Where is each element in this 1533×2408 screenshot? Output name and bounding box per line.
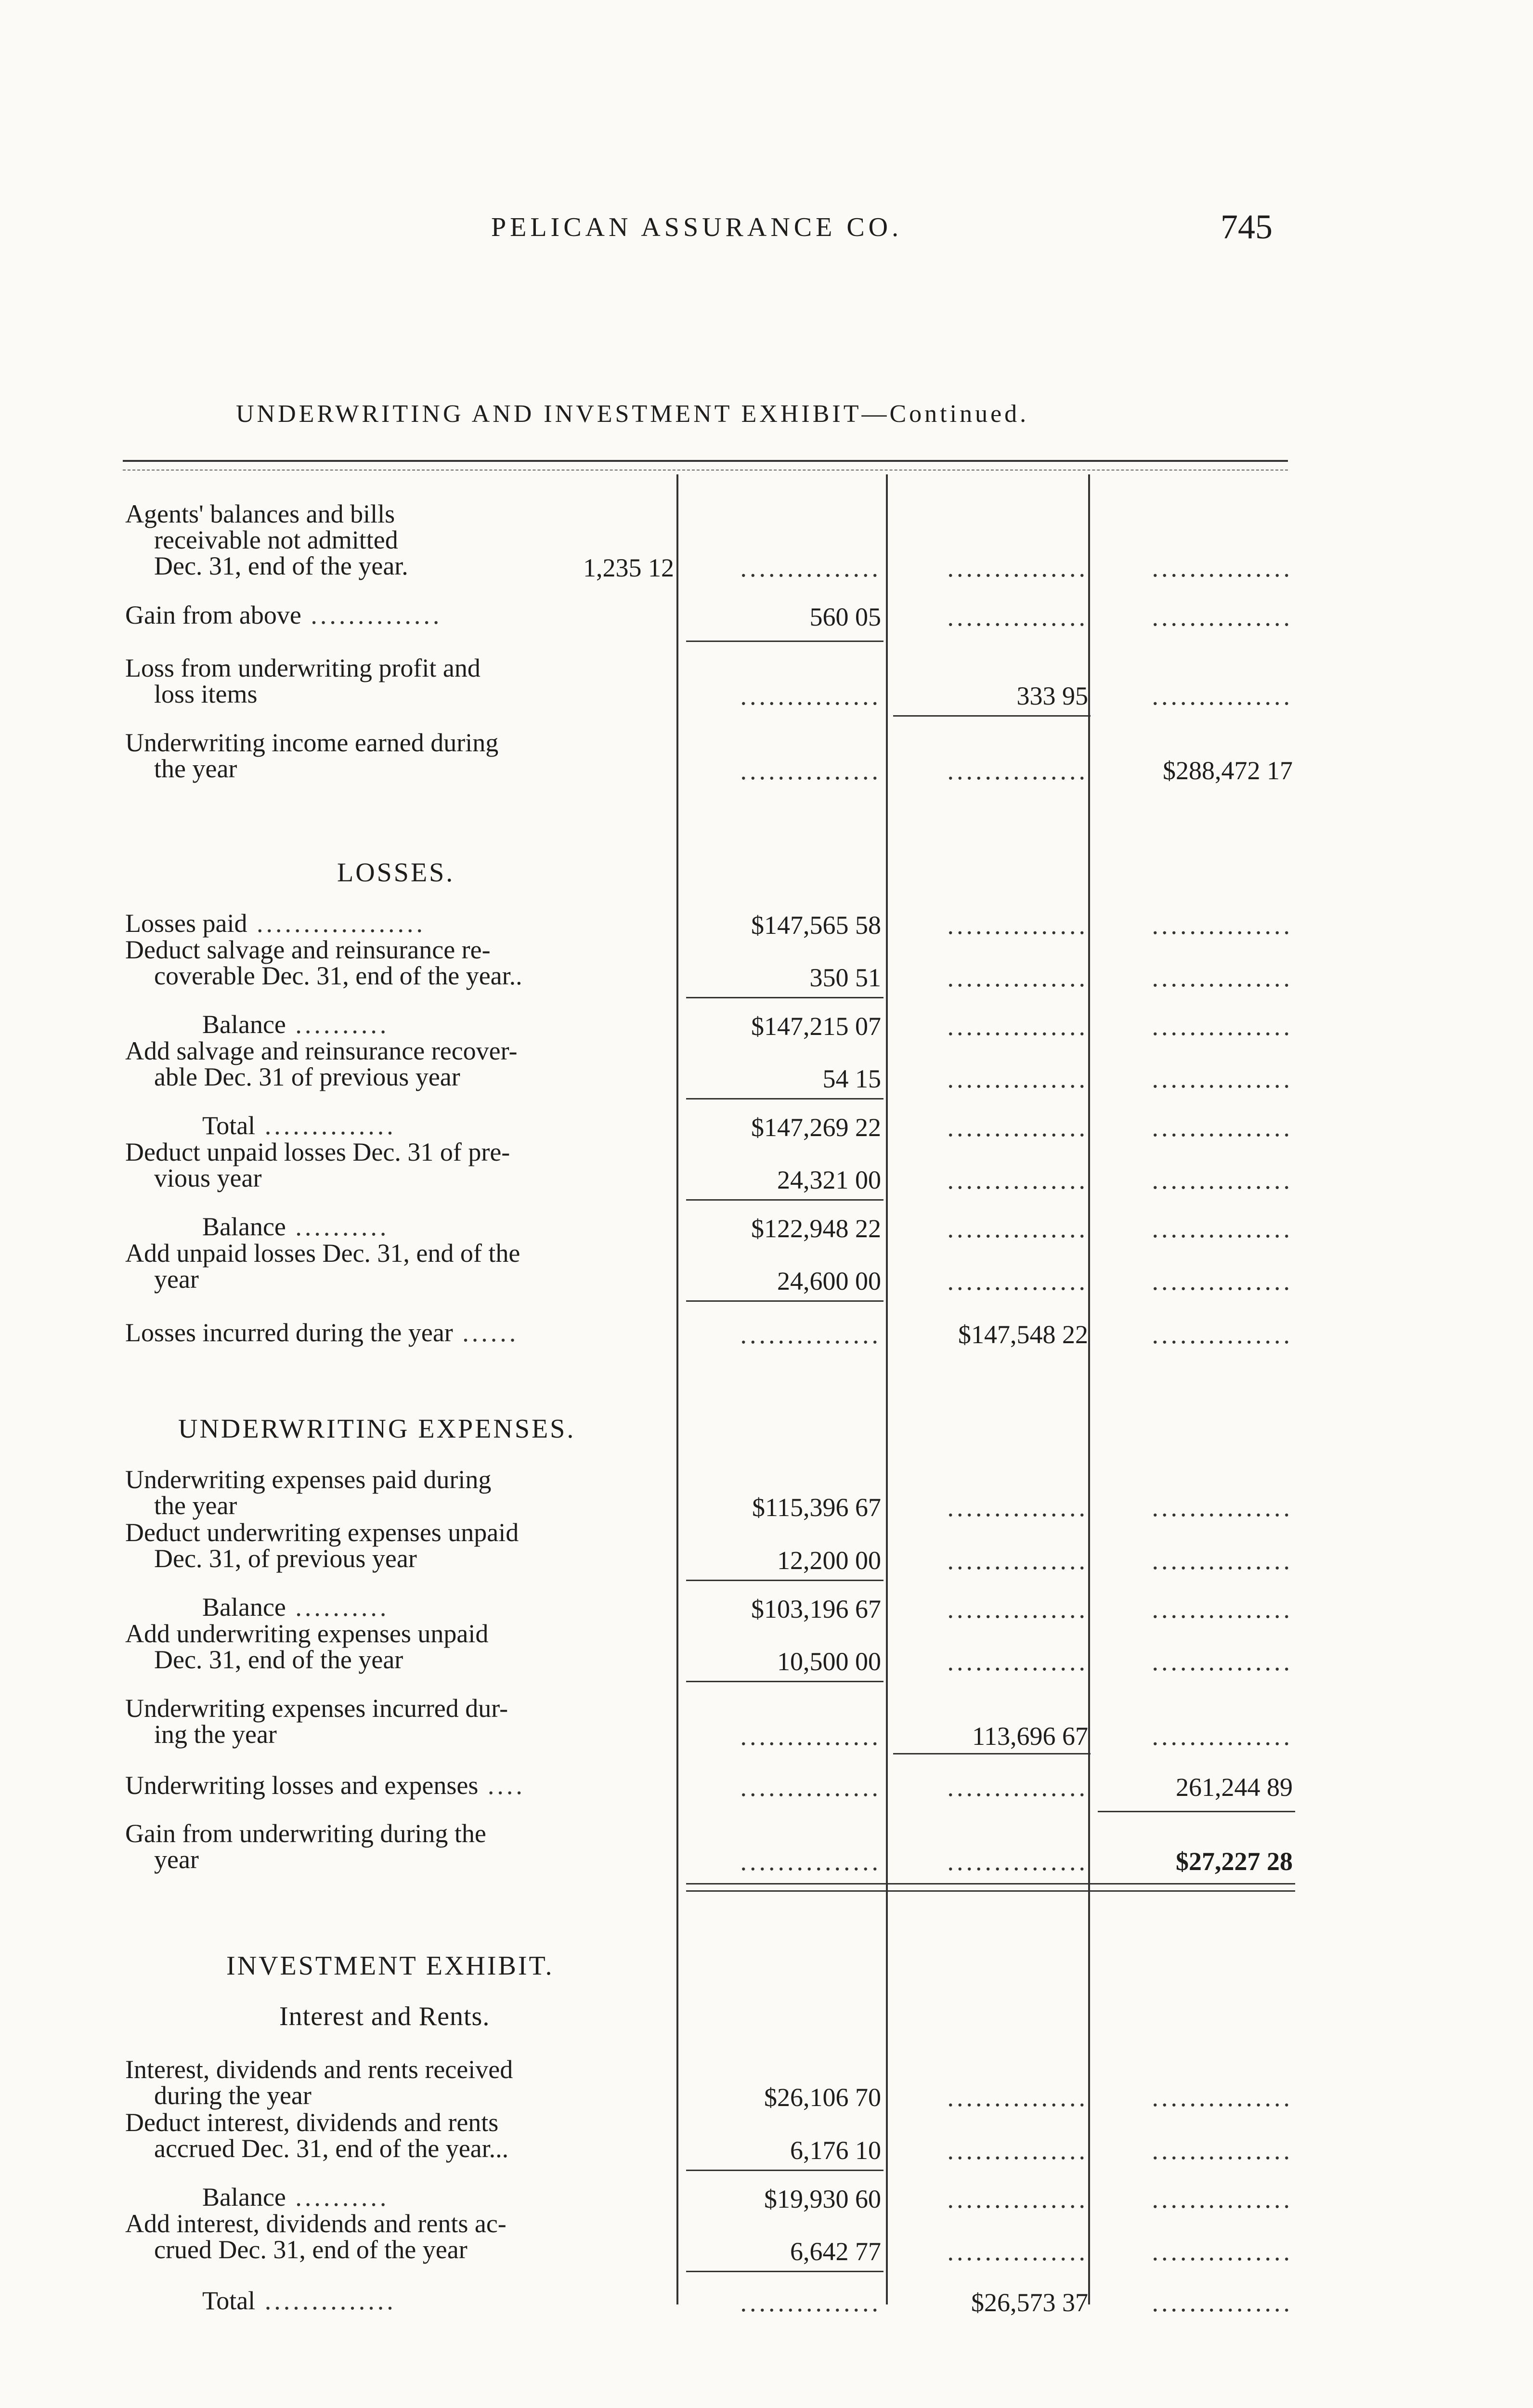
- double-rule: [686, 1883, 1295, 1892]
- page-number: 745: [1221, 208, 1273, 246]
- section-heading: LOSSES.: [337, 858, 455, 888]
- amount-cell: 113,696 67: [972, 1722, 1088, 1751]
- amount-cell: $27,227 28: [1176, 1847, 1293, 1876]
- amount-cell: $26,573 37: [971, 2288, 1088, 2317]
- section-heading: INVESTMENT EXHIBIT.: [226, 1951, 554, 1981]
- column-divider: [886, 474, 888, 2304]
- row-label: Total: [202, 1111, 256, 1140]
- row-label: Loss from underwriting profit and: [125, 654, 481, 682]
- row-label-cont: vious year: [154, 1164, 262, 1192]
- amount-cell: 6,176 10: [790, 2136, 881, 2165]
- amount-cell: 12,200 00: [777, 1546, 881, 1575]
- amount-cell: $288,472 17: [1163, 756, 1293, 785]
- leader-dots: ...............: [947, 553, 1088, 582]
- row-label-cont: accrued Dec. 31, end of the year...: [154, 2134, 509, 2163]
- row-label: Deduct salvage and reinsurance re-: [125, 935, 491, 964]
- row-label-cont: crued Dec. 31, end of the year: [154, 2235, 468, 2264]
- row-label: Underwriting losses and expenses: [125, 1771, 479, 1800]
- row-label-cont: Dec. 31, end of the year: [154, 1645, 403, 1674]
- amount-cell: $147,269 22: [751, 1113, 881, 1142]
- row-label: Balance: [202, 1212, 286, 1241]
- amount-cell: 24,321 00: [777, 1165, 881, 1194]
- amount-cell: $147,215 07: [751, 1012, 881, 1041]
- row-label-cont: year: [154, 1265, 199, 1294]
- top-rule: [123, 460, 1288, 462]
- amount-cell: $147,565 58: [751, 911, 881, 940]
- row-label-cont: loss items: [154, 680, 258, 708]
- row-label: Add salvage and reinsurance recover-: [125, 1036, 518, 1065]
- row-label: Gain from above: [125, 601, 301, 629]
- amount-cell: $147,548 22: [958, 1320, 1088, 1349]
- amount-cell: 54 15: [822, 1064, 881, 1093]
- row-label: Deduct interest, dividends and rents: [125, 2108, 499, 2137]
- row-label: Losses incurred during the year: [125, 1318, 453, 1347]
- amount-cell: 24,600 00: [777, 1267, 881, 1296]
- row-label: Gain from underwriting during the: [125, 1819, 486, 1848]
- inline-amount: 1,235 12: [583, 553, 674, 582]
- document-page: PELICAN ASSURANCE CO. 745 UNDERWRITING AND INVESTMENT EXHIBIT—Continued. Agents' balances and bills receivable not admitted Dec. 31, end of the year. 1,235 12 ............... ............... ............... Gain from above .............. 560 05 ............... ............... Loss from underwriting profit and loss items ............... 333 95 ............... Underwriting income earned during the year ............... ............... $288,472 17 LOSSES. Losses paid .................. $147,565 58 ............... ............... Deduct salvage and reinsurance re- coverable Dec. 31, end of the year.. 350 51 ............... ............... Balance .......... $147,215 07 ............... ............... Add salvage and reinsurance recover- able Dec. 31 of previous year 54 15 ............... ............... Total .............. $147,269 22 ............... ............... Deduct unpaid losses Dec. 31 of pre- vious year 24,321 00 ............... ............... Balance .......... $122,948 22 ............... ............... Add unpaid losses Dec. 31, end of the year 24,600 00 ............... ............... Losses incurred during the year ...... ............... $147,548 22 ............... UNDERWRITING EXPENSES. Underwriting expenses paid during the year $115,396 67 ............... ............... Deduct underwriting expenses unpaid Dec. 31, of previous year 12,200 00 ............... ............... Balance .......... $103,196 67 ............... ............... Add underwriting expenses unpaid Dec. 31, end of the year 10,500 00 ............... ............... Underwriting expenses incurred dur- ing the year ............... 113,696 67 ............... Underwriting losses and expenses .... ............... ............... 261,244 89 Gain from underwriting during the year ............... ............... $27,227 28 INVESTMENT EXHIBIT. Interest and Rents. Interest, dividends and rents received during the year $26,106 70 ............... ............... Deduct interest, dividends and rents accrued Dec. 31, end of the year... 6,176 10 ............... ............... Balance .......... $19,930 60 ............... ............... Add interest, dividends and rents ac- crued Dec. 31, end of the year 6,642 77 ............... ............... Total .............. ............... $26,573 37 ...............: [0, 0, 1533, 2408]
- amount-cell: $115,396 67: [752, 1493, 881, 1522]
- row-label-cont: during the year: [154, 2081, 312, 2110]
- row-label-cont: Dec. 31, of previous year: [154, 1544, 417, 1573]
- top-rule-dashed: [123, 470, 1288, 471]
- row-label: Agents' balances and bills: [125, 499, 395, 528]
- section-heading: UNDERWRITING EXPENSES.: [178, 1414, 576, 1444]
- row-label: Interest, dividends and rents received: [125, 2055, 513, 2084]
- column-divider: [1088, 474, 1090, 2304]
- row-label: Underwriting expenses paid during: [125, 1465, 492, 1494]
- row-label: Add interest, dividends and rents ac-: [125, 2209, 507, 2238]
- row-label: Add unpaid losses Dec. 31, end of the: [125, 1239, 520, 1268]
- amount-cell: $103,196 67: [751, 1595, 881, 1623]
- row-label-cont: year: [154, 1845, 199, 1874]
- row-label-cont: ing the year: [154, 1720, 277, 1749]
- leader-dots: ...............: [740, 553, 881, 582]
- amount-cell: $26,106 70: [764, 2083, 881, 2112]
- running-title: PELICAN ASSURANCE CO.: [491, 212, 903, 242]
- leader-dots: ...............: [1152, 553, 1293, 582]
- row-label: Balance: [202, 1593, 286, 1622]
- row-label: Deduct underwriting expenses unpaid: [125, 1518, 519, 1547]
- amount-cell: 10,500 00: [777, 1647, 881, 1676]
- row-label: Balance: [202, 1010, 286, 1039]
- row-label: Balance: [202, 2183, 286, 2212]
- subsection-heading: Interest and Rents.: [279, 2002, 490, 2031]
- row-label: Deduct unpaid losses Dec. 31 of pre-: [125, 1138, 510, 1166]
- amount-cell: $122,948 22: [751, 1214, 881, 1243]
- amount-cell: $19,930 60: [764, 2185, 881, 2213]
- amount-cell: 261,244 89: [1176, 1773, 1293, 1802]
- row-label: Total: [202, 2286, 256, 2315]
- row-label-cont: coverable Dec. 31, end of the year..: [154, 961, 522, 990]
- row-label-cont: Dec. 31, end of the year.: [154, 551, 408, 580]
- row-label: Underwriting expenses incurred dur-: [125, 1694, 508, 1723]
- amount-cell: 560 05: [809, 602, 881, 631]
- row-label-cont: the year: [154, 754, 237, 783]
- amount-cell: 333 95: [1016, 681, 1088, 710]
- exhibit-title: UNDERWRITING AND INVESTMENT EXHIBIT—Continued.: [236, 400, 1029, 428]
- row-label-cont: able Dec. 31 of previous year: [154, 1062, 460, 1091]
- amount-cell: 6,642 77: [790, 2237, 881, 2266]
- row-label-cont: receivable not admitted: [154, 525, 398, 554]
- row-label-cont: the year: [154, 1491, 237, 1520]
- row-label: Add underwriting expenses unpaid: [125, 1619, 489, 1648]
- page-header: [0, 207, 1533, 250]
- row-label: Losses paid: [125, 909, 247, 938]
- amount-cell: 350 51: [809, 963, 881, 992]
- row-label: Underwriting income earned during: [125, 728, 499, 757]
